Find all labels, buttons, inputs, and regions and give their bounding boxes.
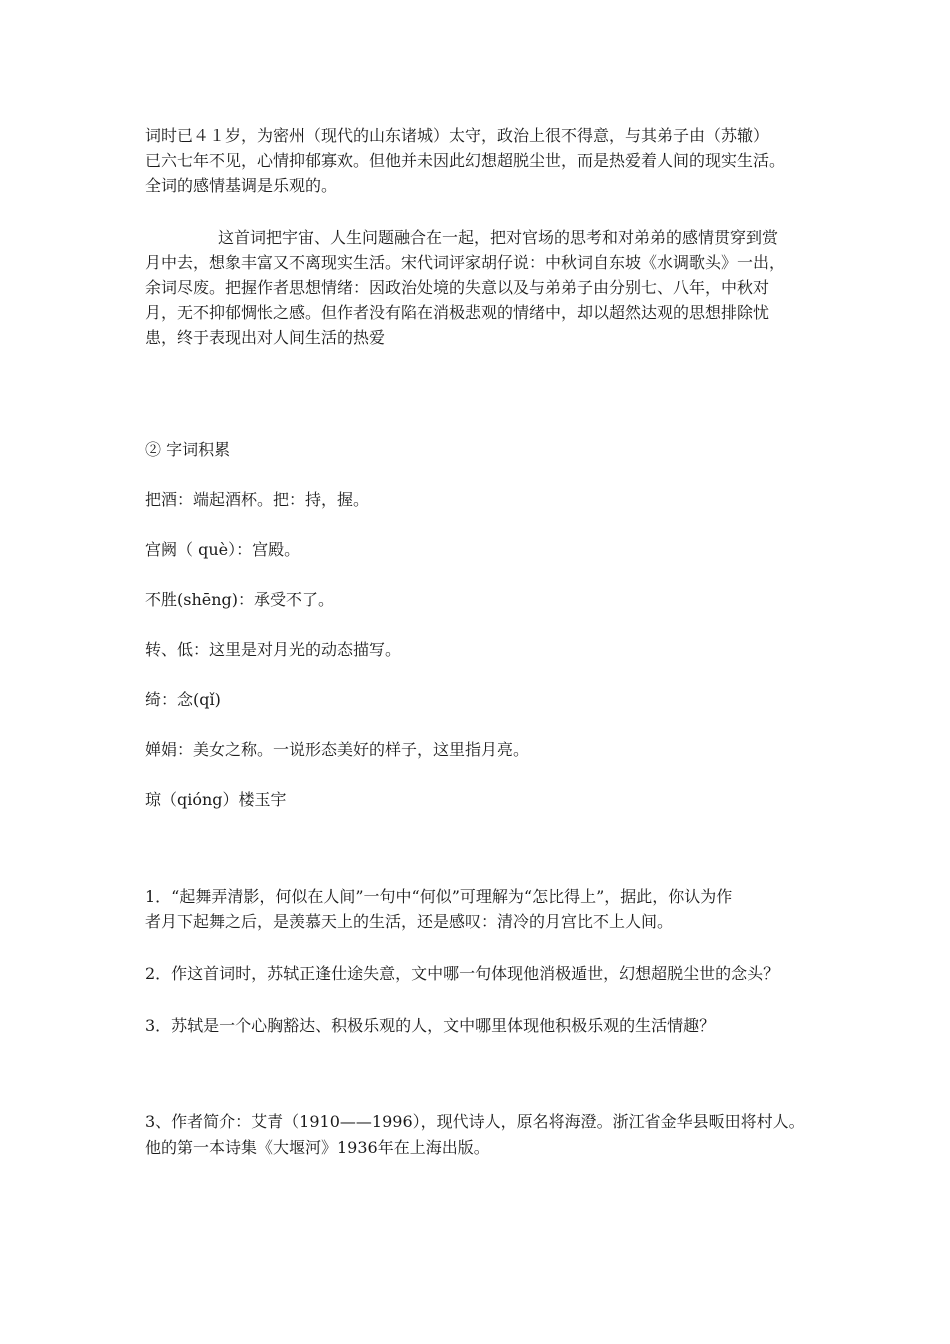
question-2: 2．作这首词时，苏轼正逢仕途失意，文中哪一句体现他消极遁世，幻想超脱尘世的念头？: [145, 964, 780, 983]
vocab-item-chanjuan: 婵娟：美女之称。一说形态美好的样子，这里指月亮。: [145, 740, 530, 759]
vocab-heading: ② 字词积累: [145, 440, 231, 459]
intro-line-3: 全词的感情基调是乐观的。: [145, 176, 338, 195]
analysis-line-4: 月，无不抑郁惆怅之感。但作者没有陷在消极悲观的情绪中，却以超然达观的思想排除忧: [145, 303, 770, 322]
question-1-line-1: 1．“起舞弄清影，何似在人间”一句中“何似”可理解为“怎比得上”，据此，你认为作: [145, 887, 733, 906]
vocab-item-zhuandi: 转、低：这里是对月光的动态描写。: [145, 640, 402, 659]
vocab-item-bajiu: 把酒：端起酒杯。把：持，握。: [145, 490, 370, 509]
analysis-line-1: 这首词把宇宙、人生问题融合在一起，把对官场的思考和对弟弟的感情贯穿到赏: [218, 228, 779, 247]
author-intro-line-2: 他的第一本诗集《大堰河》1936年在上海出版。: [145, 1138, 490, 1157]
analysis-line-3: 余词尽废。把握作者思想情绪：因政治处境的失意以及与弟弟子由分别七、八年，中秋对: [145, 278, 770, 297]
question-3: 3．苏轼是一个心胸豁达、积极乐观的人，文中哪里体现他积极乐观的生活情趣？: [145, 1016, 716, 1035]
vocab-item-qi: 绮：念(qǐ): [145, 690, 221, 709]
author-intro-line-1: 3、作者简介：艾青（1910——1996），现代诗人，原名将海澄。浙江省金华县畈田将村人。: [145, 1112, 805, 1131]
analysis-line-5: 患，终于表现出对人间生活的热爱: [145, 328, 386, 347]
analysis-line-2: 月中去，想象丰富又不离现实生活。宋代词评家胡仔说：中秋词自东坡《水调歌头》一出，: [145, 253, 786, 272]
vocab-item-busheng: 不胜(shēng)：承受不了。: [145, 590, 335, 609]
intro-line-2: 已六七年不见，心情抑郁寡欢。但他并未因此幻想超脱尘世，而是热爱着人间的现实生活。: [145, 151, 786, 170]
question-1-line-2: 者月下起舞之后，是羡慕天上的生活，还是感叹：清冷的月宫比不上人间。: [145, 912, 674, 931]
vocab-item-qionglou: 琼（qióng）楼玉宇: [145, 790, 287, 809]
intro-line-1: 词时已４１岁，为密州（现代的山东诸城）太守，政治上很不得意，与其弟子由（苏辙）: [145, 126, 770, 145]
vocab-item-gongque: 宫阙（ què）：宫殿。: [145, 540, 301, 559]
